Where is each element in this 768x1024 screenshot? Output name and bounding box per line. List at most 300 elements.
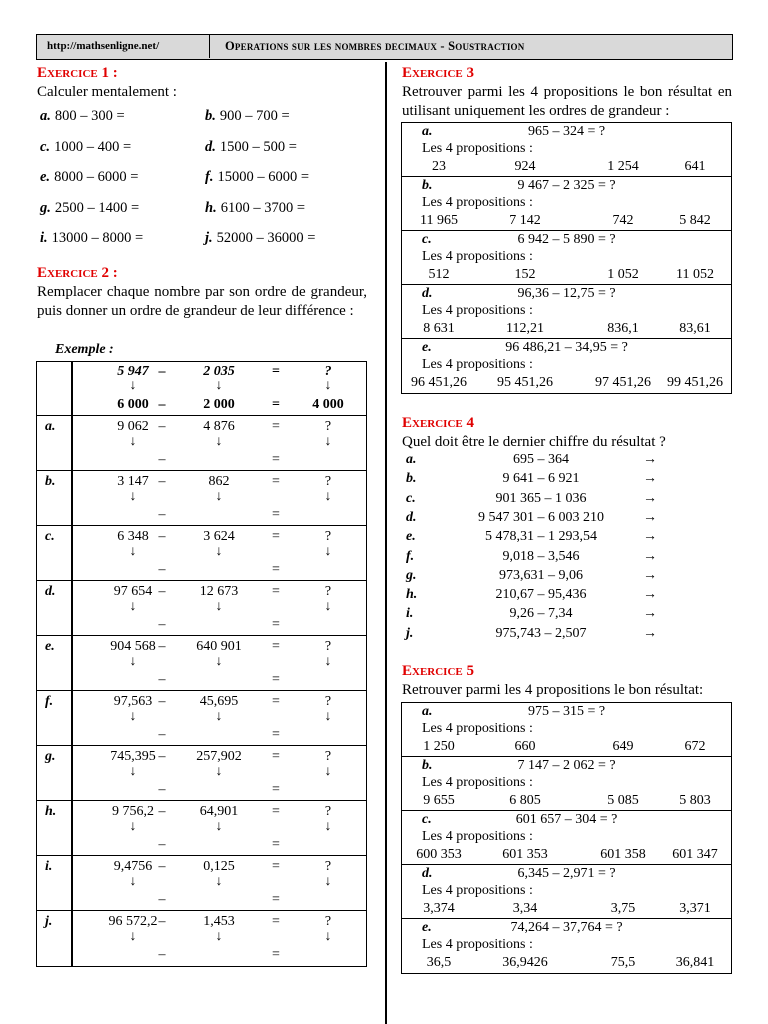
proposition-value: 36,9426 [502,955,548,970]
item-label: i. [40,230,48,246]
row-label: h. [45,804,57,819]
proposition-cell [402,757,731,811]
exercise-2-title: Exercice 2 : [37,265,118,281]
mental-calc-item [205,230,315,247]
equals-sign: = [272,419,280,434]
page-title: Operations sur les nombres decimaux - Soustraction [225,39,525,53]
operation: 9 467 – 2 325 = ? [517,178,616,193]
right-arrow-icon: → [643,587,657,603]
exercise-3-instruction: Retrouver parmi les 4 propositions le bon résultat en utilisant uniquement les ordres de grandeur : [402,84,732,119]
example-rounded-a: 6 000 [117,397,149,412]
row-label: i. [45,859,53,874]
item-label: j. [406,625,414,641]
propositions-label: Les 4 propositions : [422,249,533,264]
value-b: 64,901 [199,804,239,819]
proposition-cell [402,919,731,973]
equals-sign: = [272,804,280,819]
value-b: 4 876 [203,419,235,434]
exercise-3 [402,64,732,121]
proposition-value: 5 803 [679,793,711,808]
down-arrow-icon: ↓ [324,709,332,724]
proposition-value: 96 451,26 [411,375,467,390]
exercise-1 [37,64,367,102]
mental-calc-item [40,230,143,247]
row-label: j. [45,914,53,929]
question-mark: ? [324,529,332,544]
table-row [37,526,366,581]
equals-sign: = [272,562,280,577]
operation: 6,345 – 2,971 = ? [517,866,616,881]
exercise-1-title: Exercice 1 : [37,65,118,81]
operation: 96 486,21 – 34,95 = ? [505,340,628,355]
list-item [401,529,701,548]
question-mark: ? [324,639,332,654]
proposition-value: 11 052 [676,267,714,282]
minus-sign: – [158,914,166,929]
row-label: d. [45,584,56,599]
proposition-value: 3,371 [679,901,711,916]
item-label: a. [40,108,51,124]
proposition-cell [402,865,731,919]
down-arrow-icon: ↓ [215,544,223,559]
right-arrow-icon: → [643,567,657,583]
minus-sign: – [158,947,166,962]
row-label: b. [45,474,56,489]
down-arrow-icon: ↓ [215,709,223,724]
down-arrow-icon: ↓ [324,544,332,559]
proposition-value: 23 [432,159,446,174]
example-label: Exemple : [55,342,114,357]
proposition-cell [402,339,731,393]
propositions-label: Les 4 propositions : [422,775,533,790]
proposition-value: 8 631 [423,321,455,336]
item-label: d. [422,286,433,301]
row-label: f. [45,694,54,709]
propositions-label: Les 4 propositions : [422,829,533,844]
exercise-2-table [36,361,367,967]
example-rounded-b: 2 000 [203,397,235,412]
operation: 965 – 324 = ? [527,124,606,139]
question-mark: ? [324,749,332,764]
minus-sign: – [158,892,166,907]
proposition-cell [402,811,731,865]
down-arrow-icon: ↓ [129,764,137,779]
table-row [37,746,366,801]
item-expression: 975,743 – 2,507 [495,625,587,641]
exercise-4-instruction: Quel doit être le dernier chiffre du résultat ? [402,434,666,450]
question-mark: ? [324,859,332,874]
question-mark: ? [324,474,332,489]
item-label: g. [40,199,51,216]
list-item [401,452,701,471]
list-item [401,471,701,490]
exercise-5-instruction: Retrouver parmi les 4 propositions le bon résultat: [402,682,704,698]
row-label: a. [45,419,56,434]
equals-sign: = [272,397,280,412]
minus-sign: – [158,837,166,852]
proposition-value: 512 [428,267,450,282]
row-label: g. [45,749,56,764]
down-arrow-icon: ↓ [129,654,137,669]
item-label: g. [406,567,417,583]
proposition-value: 36,841 [675,955,715,970]
minus-sign: – [158,397,166,412]
proposition-value: 3,34 [512,901,538,916]
proposition-value: 95 451,26 [497,375,553,390]
proposition-value: 5 842 [679,213,711,228]
exercise-2 [37,264,367,321]
item-label: d. [422,866,433,881]
minus-sign: – [158,419,166,434]
minus-sign: – [158,672,166,687]
proposition-value: 97 451,26 [595,375,651,390]
table-row [37,416,366,471]
example-a: 5 947 [117,364,149,379]
down-arrow-icon: ↓ [324,378,332,393]
item-label: j. [205,230,213,246]
minus-sign: – [158,859,166,874]
minus-sign: – [158,727,166,742]
exercise-5 [402,662,732,700]
item-label: a. [422,124,433,139]
propositions-label: Les 4 propositions : [422,141,533,156]
value-a: 9 756,2 [112,804,154,819]
down-arrow-icon: ↓ [324,819,332,834]
exercise-3-title: Exercice 3 [402,65,474,81]
down-arrow-icon: ↓ [129,378,137,393]
item-label: c. [40,138,51,155]
minus-sign: – [158,694,166,709]
down-arrow-icon: ↓ [129,489,137,504]
value-a: 745,395 [110,749,156,764]
propositions-label: Les 4 propositions : [422,195,533,210]
right-arrow-icon: → [643,548,657,564]
example-result: 4 000 [312,397,344,412]
row-label: c. [45,529,55,544]
list-item [401,587,701,606]
item-label: i. [406,606,414,622]
list-item [401,491,701,510]
minus-sign: – [158,529,166,544]
proposition-value: 112,21 [506,321,544,336]
item-label: b. [422,758,433,773]
item-expression: 900 – 700 = [219,108,290,124]
down-arrow-icon: ↓ [129,874,137,889]
proposition-value: 99 451,26 [667,375,723,390]
operation: 74,264 – 37,764 = ? [510,920,623,935]
minus-sign: – [158,639,166,654]
minus-sign: – [158,617,166,632]
exercise-3-table [401,122,732,394]
value-a: 6 348 [117,529,149,544]
item-expression: 210,67 – 95,436 [495,587,587,603]
down-arrow-icon: ↓ [129,709,137,724]
item-expression: 9 641 – 6 921 [502,471,580,487]
proposition-cell [402,703,731,757]
value-a: 904 568 [110,639,156,654]
minus-sign: – [158,507,166,522]
right-arrow-icon: → [643,509,657,525]
item-expression: 901 365 – 1 036 [495,490,587,506]
right-arrow-icon: → [643,625,657,641]
equals-sign: = [272,584,280,599]
proposition-cell [402,123,731,177]
list-item [401,606,701,625]
item-expression: 695 – 364 [513,452,569,467]
proposition-value: 641 [684,159,706,174]
down-arrow-icon: ↓ [324,764,332,779]
operation: 7 147 – 2 062 = ? [517,758,616,773]
proposition-cell [402,231,731,285]
value-a: 3 147 [117,474,149,489]
right-arrow-icon: → [643,471,657,487]
minus-sign: – [158,782,166,797]
down-arrow-icon: ↓ [324,599,332,614]
down-arrow-icon: ↓ [129,434,137,449]
item-label: f. [205,169,214,185]
proposition-value: 1 052 [607,267,639,282]
right-arrow-icon: → [643,529,657,545]
proposition-value: 5 085 [607,793,639,808]
item-label: h. [406,587,418,603]
propositions-label: Les 4 propositions : [422,883,533,898]
equals-sign: = [272,947,280,962]
minus-sign: – [158,364,166,379]
item-expression: 8000 – 6000 = [54,169,139,185]
table-row [37,691,366,746]
proposition-value: 3,75 [610,901,636,916]
item-label: b. [205,108,216,124]
equals-sign: = [272,529,280,544]
list-item [401,568,701,587]
proposition-value: 600 353 [416,847,462,862]
down-arrow-icon: ↓ [215,929,223,944]
proposition-cell [402,177,731,231]
proposition-value: 11 965 [420,213,458,228]
item-label: a. [422,704,433,719]
equals-sign: = [272,639,280,654]
question-mark: ? [324,694,332,709]
item-label: b. [422,178,433,193]
table-row [37,471,366,526]
equals-sign: = [272,782,280,797]
exercise-4-title: Exercice 4 [402,415,474,431]
item-label: d. [406,509,417,525]
down-arrow-icon: ↓ [215,378,223,393]
mental-calc-item [40,169,138,186]
item-expression: 1000 – 400 = [54,138,132,155]
proposition-value: 83,61 [679,321,711,336]
down-arrow-icon: ↓ [324,874,332,889]
question-mark: ? [324,584,332,599]
value-a: 9 062 [117,419,149,434]
value-b: 12 673 [199,584,239,599]
value-a: 97 654 [113,584,153,599]
down-arrow-icon: ↓ [129,544,137,559]
item-label: f. [406,548,415,564]
value-b: 1,453 [203,914,235,929]
mental-calc-item [40,108,125,125]
equals-sign: = [272,859,280,874]
down-arrow-icon: ↓ [215,599,223,614]
mental-calc-item [205,200,305,217]
equals-sign: = [272,617,280,632]
mental-calc-item [40,200,139,217]
table-row [37,636,366,691]
minus-sign: – [158,584,166,599]
proposition-value: 6 805 [509,793,541,808]
item-expression: 15000 – 6000 = [217,169,310,185]
down-arrow-icon: ↓ [215,434,223,449]
proposition-value: 1 254 [607,159,639,174]
table-row [37,911,366,966]
equals-sign: = [272,364,280,379]
item-expression: 52000 – 36000 = [216,230,316,246]
item-label: e. [422,340,432,355]
minus-sign: – [158,474,166,489]
proposition-value: 3,374 [423,901,455,916]
right-arrow-icon: → [643,490,657,506]
proposition-value: 75,5 [610,955,636,970]
proposition-value: 152 [514,267,536,282]
down-arrow-icon: ↓ [324,434,332,449]
proposition-value: 924 [514,159,536,174]
list-item [401,626,701,645]
header-divider [209,35,210,58]
operation: 6 942 – 5 890 = ? [517,232,616,247]
item-label: e. [406,529,416,545]
equals-sign: = [272,749,280,764]
propositions-label: Les 4 propositions : [422,303,533,318]
list-item [401,510,701,529]
exercise-2-instruction: Remplacer chaque nombre par son ordre de grandeur, puis donner un ordre de grandeur de leur différence : [37,284,367,319]
exercise-4 [402,414,732,452]
proposition-value: 649 [612,739,634,754]
proposition-value: 601 353 [502,847,548,862]
equals-sign: = [272,474,280,489]
item-label: d. [205,138,216,155]
item-expression: 9,018 – 3,546 [502,548,580,564]
table-row [37,801,366,856]
equals-sign: = [272,892,280,907]
example-b: 2 035 [203,364,235,379]
proposition-value: 1 250 [423,739,455,754]
site-url: http://mathsenligne.net/ [47,40,160,52]
equals-sign: = [272,837,280,852]
minus-sign: – [158,749,166,764]
item-expression: 13000 – 8000 = [51,230,144,246]
right-arrow-icon: → [643,606,657,622]
equals-sign: = [272,727,280,742]
proposition-value: 36,5 [426,955,452,970]
proposition-cell [402,285,731,339]
propositions-label: Les 4 propositions : [422,721,533,736]
operation: 975 – 315 = ? [527,704,606,719]
value-a: 96 572,2 [108,914,158,929]
equals-sign: = [272,452,280,467]
down-arrow-icon: ↓ [215,764,223,779]
exercise-4-items [401,452,701,647]
question-mark: ? [324,419,332,434]
item-label: e. [422,920,432,935]
item-label: b. [406,471,417,487]
example-row [37,362,366,416]
question-mark: ? [324,914,332,929]
table-row [37,581,366,636]
item-label: e. [40,169,51,185]
mental-calc-item [205,139,297,156]
proposition-value: 7 142 [509,213,541,228]
down-arrow-icon: ↓ [129,599,137,614]
item-expression: 9 547 301 – 6 003 210 [478,509,604,525]
table-row [37,856,366,911]
item-expression: 6100 – 3700 = [220,199,306,216]
down-arrow-icon: ↓ [324,654,332,669]
down-arrow-icon: ↓ [215,654,223,669]
item-expression: 2500 – 1400 = [54,199,140,216]
right-arrow-icon: → [643,452,657,467]
mental-calc-item [205,169,309,186]
exercise-1-instruction: Calculer mentalement : [37,84,177,100]
down-arrow-icon: ↓ [215,489,223,504]
proposition-value: 9 655 [423,793,455,808]
proposition-value: 672 [684,739,706,754]
value-b: 640 901 [196,639,242,654]
value-b: 0,125 [203,859,235,874]
equals-sign: = [272,507,280,522]
row-label: e. [45,639,55,654]
example-question: ? [324,364,332,379]
value-a: 9,4756 [113,859,153,874]
equals-sign: = [272,672,280,687]
proposition-value: 660 [514,739,536,754]
exercise-5-table [401,702,732,974]
question-mark: ? [324,804,332,819]
proposition-value: 601 358 [600,847,646,862]
mental-calc-item [40,139,131,156]
propositions-label: Les 4 propositions : [422,937,533,952]
item-expression: 800 – 300 = [54,108,125,124]
item-label: c. [422,812,432,827]
item-expression: 973,631 – 9,06 [499,567,583,583]
down-arrow-icon: ↓ [215,874,223,889]
minus-sign: – [158,804,166,819]
propositions-label: Les 4 propositions : [422,357,533,372]
value-b: 45,695 [199,694,239,709]
equals-sign: = [272,694,280,709]
exercise-1-items [40,108,370,248]
exercise-5-title: Exercice 5 [402,663,474,679]
minus-sign: – [158,562,166,577]
list-item [401,549,701,568]
page-header [36,34,733,60]
down-arrow-icon: ↓ [324,489,332,504]
down-arrow-icon: ↓ [324,929,332,944]
operation: 601 657 – 304 = ? [515,812,618,827]
down-arrow-icon: ↓ [129,819,137,834]
item-label: a. [406,452,417,467]
equals-sign: = [272,914,280,929]
value-b: 3 624 [203,529,235,544]
value-b: 862 [208,474,230,489]
down-arrow-icon: ↓ [129,929,137,944]
mental-calc-item [205,108,290,125]
proposition-value: 601 347 [672,847,718,862]
item-expression: 9,26 – 7,34 [509,606,573,622]
value-a: 97,563 [113,694,153,709]
item-expression: 1500 – 500 = [219,138,297,155]
item-label: c. [422,232,432,247]
